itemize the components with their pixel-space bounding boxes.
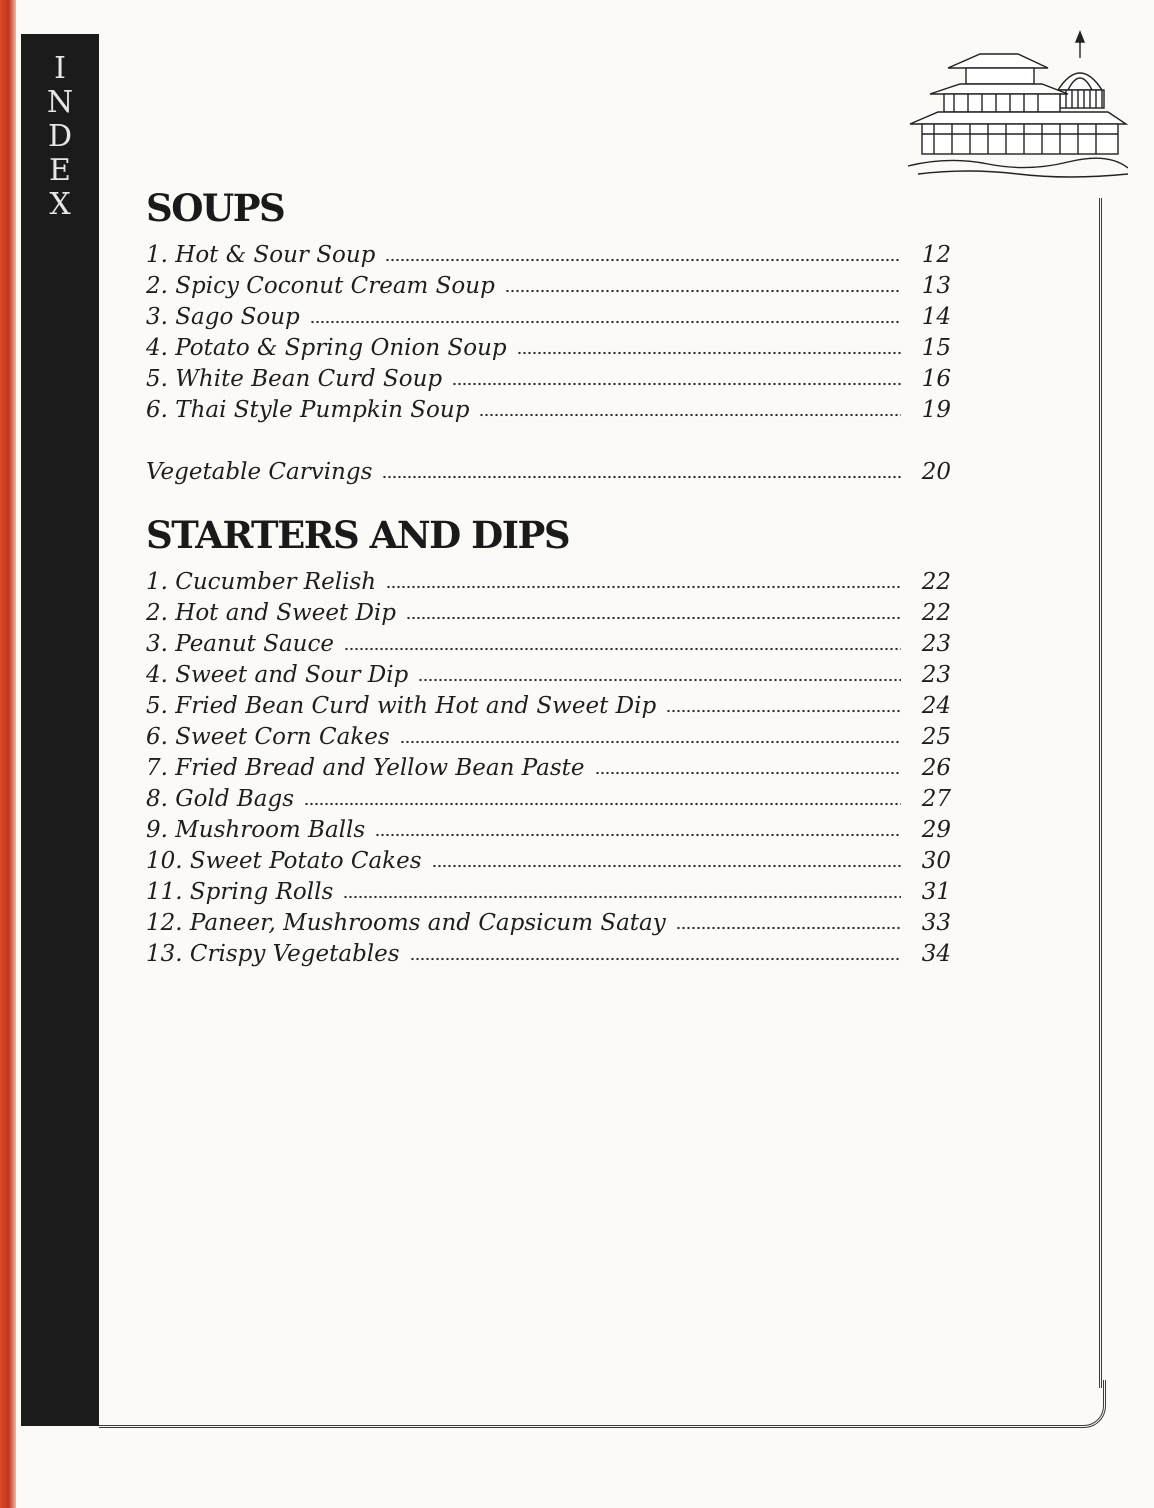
dot-leader [595,771,901,775]
entry-page-number: 23 [921,662,951,688]
entry-page-number: 33 [921,910,951,936]
page-frame-right [1099,198,1105,1388]
dot-leader [304,802,901,806]
entry-title: 3. Sago Soup [146,304,300,330]
entry-page-number: 16 [921,366,951,392]
index-entry[interactable] [146,454,951,485]
entry-title: 8. Gold Bags [146,786,295,812]
entry-page-number: 14 [921,304,951,330]
page-edge-strip [0,0,16,1508]
dot-leader [344,647,901,651]
index-entry[interactable] [146,750,951,781]
entry-page-number: 20 [921,459,951,485]
dot-leader [386,585,901,589]
dot-leader [375,833,901,837]
entry-title: 5. Fried Bean Curd with Hot and Sweet Dip [146,693,657,719]
index-entry[interactable] [146,237,951,268]
index-entry[interactable] [146,936,951,967]
entry-page-number: 29 [921,817,951,843]
entry-title: 2. Spicy Coconut Cream Soup [146,273,495,299]
entry-page-number: 25 [921,724,951,750]
dot-leader [343,895,901,899]
entry-page-number: 23 [921,631,951,657]
dot-leader [310,320,901,324]
entry-title: 3. Peanut Sauce [146,631,334,657]
index-entry[interactable] [146,626,951,657]
entry-title: 1. Cucumber Relish [146,569,377,595]
dot-leader [666,709,901,713]
entry-title: 4. Potato & Spring Onion Soup [146,335,507,361]
index-tab-letter: X [49,187,71,222]
dot-leader [676,926,901,930]
dot-leader [418,678,901,682]
entry-page-number: 22 [921,600,951,626]
entry-title: 9. Mushroom Balls [146,817,366,843]
page-frame-bottom [99,1380,1106,1428]
entry-title: 2. Hot and Sweet Dip [146,600,397,626]
dot-leader [406,616,901,620]
index-tab-letter: I [54,51,66,86]
index-entry[interactable] [146,564,951,595]
index-entry[interactable] [146,843,951,874]
entry-title: 12. Paneer, Mushrooms and Capsicum Satay [146,910,666,936]
entry-title: 5. White Bean Curd Soup [146,366,443,392]
entry-title: 6. Sweet Corn Cakes [146,724,390,750]
entry-title: 10. Sweet Potato Cakes [146,848,422,874]
index-entry[interactable] [146,688,951,719]
entry-page-number: 30 [921,848,951,874]
entry-page-number: 26 [921,755,951,781]
index-entry[interactable] [146,330,951,361]
entry-title: 13. Crispy Vegetables [146,941,400,967]
section-heading-soups: SOUPS [146,186,285,230]
entry-title: Vegetable Carvings [146,459,373,485]
index-tab-letter: D [47,119,73,154]
index-entry[interactable] [146,392,951,423]
dot-leader [410,957,901,961]
dot-leader [505,289,901,293]
temple-illustration-icon [908,28,1128,178]
dot-leader [385,258,901,262]
index-tab-letter: N [46,85,74,120]
dot-leader [432,864,901,868]
index-entry[interactable] [146,812,951,843]
dot-leader [452,382,901,386]
entry-page-number: 13 [921,273,951,299]
dot-leader [400,740,901,744]
index-entry[interactable] [146,361,951,392]
dot-leader [517,351,901,355]
entry-title: 4. Sweet and Sour Dip [146,662,409,688]
entry-title: 7. Fried Bread and Yellow Bean Paste [146,755,585,781]
index-entry[interactable] [146,268,951,299]
index-side-tab [21,34,99,1426]
index-entry[interactable] [146,595,951,626]
entry-title: 6. Thai Style Pumpkin Soup [146,397,470,423]
index-entry[interactable] [146,781,951,812]
dot-leader [382,475,901,479]
index-entry[interactable] [146,905,951,936]
index-entry[interactable] [146,874,951,905]
entry-page-number: 24 [921,693,951,719]
dot-leader [479,413,901,417]
entry-page-number: 34 [921,941,951,967]
index-entry[interactable] [146,657,951,688]
entry-page-number: 31 [921,879,951,905]
entry-page-number: 22 [921,569,951,595]
index-entry[interactable] [146,299,951,330]
index-tab-letter: E [49,153,71,188]
entry-page-number: 19 [921,397,951,423]
entry-title: 11. Spring Rolls [146,879,334,905]
entry-title: 1. Hot & Sour Soup [146,242,376,268]
entry-page-number: 15 [921,335,951,361]
entry-page-number: 27 [921,786,951,812]
index-entry[interactable] [146,719,951,750]
entry-page-number: 12 [921,242,951,268]
section-heading-starters: STARTERS AND DIPS [146,513,570,557]
